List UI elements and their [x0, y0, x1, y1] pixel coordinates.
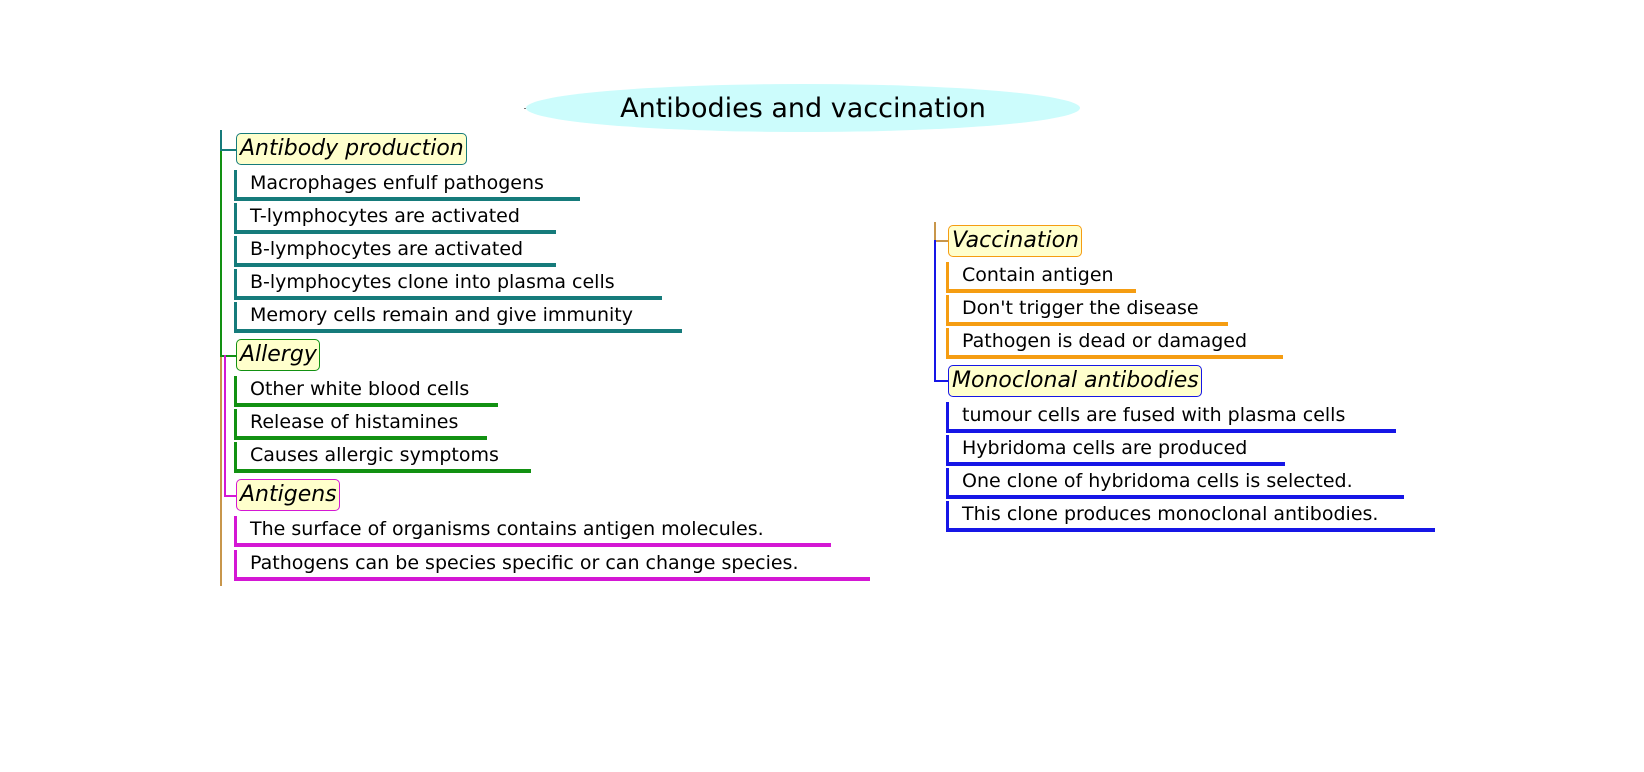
central-topic[interactable]: [526, 84, 1080, 132]
leaf-vaccination-3[interactable]: Pathogen is dead or damaged: [946, 328, 1283, 359]
leaf-vaccination-1[interactable]: Contain antigen: [946, 262, 1136, 293]
right-trunk-connector: [934, 222, 936, 240]
leaf-allergy-2[interactable]: Release of histamines: [234, 409, 487, 440]
leaf-antigens-2[interactable]: Pathogens can be species specific or can change species.: [234, 550, 870, 581]
topic-antibody-production[interactable]: Antibody production: [236, 133, 467, 165]
connector-vaccination: [934, 240, 949, 242]
topic-monoclonal-antibodies[interactable]: Monoclonal antibodies: [948, 365, 1202, 397]
connector-monoclonal-vertical: [934, 240, 936, 382]
topic-vaccination[interactable]: Vaccination: [948, 225, 1082, 257]
connector-monoclonal: [934, 380, 949, 382]
topic-allergy[interactable]: Allergy: [236, 339, 320, 371]
leaf-allergy-3[interactable]: Causes allergic symptoms: [234, 442, 531, 473]
connector-antibody-production: [220, 149, 236, 151]
leaf-monoclonal-1[interactable]: tumour cells are fused with plasma cells: [946, 402, 1396, 433]
connector-antigens-vertical: [224, 355, 226, 497]
leaf-antibody-production-3[interactable]: B-lymphocytes are activated: [234, 236, 556, 267]
leaf-antibody-production-4[interactable]: B-lymphocytes clone into plasma cells: [234, 269, 662, 300]
leaf-vaccination-2[interactable]: Don't trigger the disease: [946, 295, 1228, 326]
connector-allergy: [220, 355, 236, 357]
leaf-antigens-1[interactable]: The surface of organisms contains antigen molecules.: [234, 516, 831, 547]
topic-antigens[interactable]: Antigens: [236, 479, 340, 511]
leaf-monoclonal-2[interactable]: Hybridoma cells are produced: [946, 435, 1285, 466]
leaf-antibody-production-1[interactable]: Macrophages enfulf pathogens: [234, 170, 580, 201]
leaf-monoclonal-3[interactable]: One clone of hybridoma cells is selected.: [946, 468, 1404, 499]
left-trunk-connector: [220, 130, 222, 586]
leaf-antibody-production-5[interactable]: Memory cells remain and give immunity: [234, 302, 682, 333]
central-topic-label: Antibodies and vaccination: [620, 92, 986, 124]
connector-antigens: [224, 495, 236, 497]
leaf-allergy-1[interactable]: Other white blood cells: [234, 376, 498, 407]
leaf-monoclonal-4[interactable]: This clone produces monoclonal antibodies.: [946, 501, 1435, 532]
leaf-antibody-production-2[interactable]: T-lymphocytes are activated: [234, 203, 556, 234]
